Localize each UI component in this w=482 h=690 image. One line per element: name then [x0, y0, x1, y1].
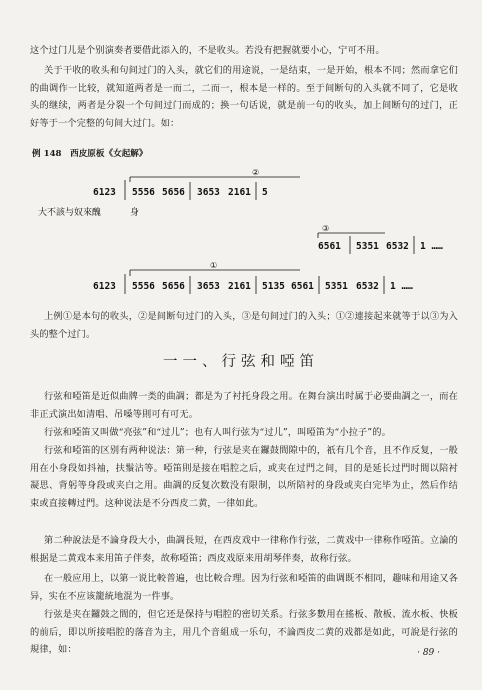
lyric-end: 身 [130, 208, 140, 218]
row2-bar-3: 6532 [386, 241, 409, 252]
row3-bar-2: 5656 [162, 281, 185, 292]
lyric-line: 大不該与奴來醜 [38, 208, 102, 218]
row1-bar-4: 2161 [228, 187, 251, 198]
paragraph-aliases: 行弦和啞笛又叫做“亮弦”和“过儿”；也有人叫行弦为“过儿”，叫啞笛为“小拉子”的。 [44, 427, 391, 438]
row2-bar-1: 6561 [318, 241, 341, 252]
row3-bar-4: 2161 [228, 281, 251, 292]
marker-1: ① [210, 261, 218, 270]
example-label: 例 148 西皮原板《女起解》 [32, 149, 148, 159]
paragraph-headtail: 关于干收的收头和句间过门的入头，就它们的用途说，一是结束，一是开始，根本不同；然而拿它们的曲调作一比较，就知道两者是一而二，二而一，根本是一样的。至于间断句的入头就不同了，它是收头的继续，两者是分裂一个句间过门而成的；换一句话说，就是前一句的收头，加上间断句的过门，正好等于一个完整的句间大过门。如： [30, 65, 458, 129]
paragraph-intro: 这个过门儿是个别演奏者要借此添入的，不是收头。若没有把握就要小心，宁可不用。 [30, 45, 385, 56]
row1-bar-2: 5656 [162, 187, 185, 198]
row3-bar-6: 6561 [291, 281, 314, 292]
page-number: · 89 · [417, 648, 440, 658]
notation-row-1 [93, 168, 300, 200]
paragraph-first-theory: 行弦和啞笛的区别有两种说法：第一种，行弦是夹在鑼鼓間隙中的，祇有几个音，且不作反复，一般用在小身段如抖袖，扶鬚沾等。啞笛則是接在唱腔之后，或夹在过門之间，目的是延长过門时間以陪衬凝思、背躬等身段或夹白之用。曲調的反复次数没有限制，以所陪衬的身段或夹白完毕为止，然后作结束或直接轉过門。这种说法是不分西皮二黄，一律如此。 [30, 445, 458, 509]
row1-bar-5: 5 [262, 187, 268, 198]
paragraph-xingxian-rule: 行弦是夹在鑼鼓之間的，但它还是保持与唱腔的密切关系。行弦多數用在搖板、散板、流水板、快板的前后，即以所接唱腔的落音为主，用几个音組成一乐句，不論西皮二黄的戏都是如此，可說是行弦的規律，如： [30, 609, 458, 655]
paragraph-intro-xingxian: 行弦和啞笛是近似曲牌一类的曲調；都是为了衬托身段之用。在舞台演出时属于必要曲調之一，而在非正式演出如清唱、吊嗓等則可有可无。 [30, 391, 458, 420]
row3-bar-9: 1 …… [390, 281, 413, 292]
notation-row-3 [93, 261, 413, 294]
row3-bar-5: 5135 [262, 281, 285, 292]
row2-bar-2: 5351 [356, 241, 379, 252]
marker-2: ② [252, 168, 260, 177]
row3-bar-1: 5556 [132, 281, 155, 292]
marker-3: ③ [322, 224, 330, 233]
row1-bar-1: 5556 [132, 187, 155, 198]
paragraph-usage: 在一般应用上，以第一说比較普遍，也比較合理。因为行弦和啞笛的曲调既不相同，趣味和用途又各异，实在不应该籠統地混为一件事。 [30, 573, 458, 602]
row3-pickup: 6123 [93, 281, 116, 292]
row1-bar-3: 3653 [197, 187, 220, 198]
paragraph-second-theory: 第二种說法是不論身段大小，曲調長短，在西皮戏中一律称作行弦，二黄戏中一律称作啞笛。立論的根据是二黄戏本来用笛子伴奏，故称啞笛；西皮戏原来用胡琴伴奏，故称行弦。 [30, 535, 458, 564]
notation-row-2 [318, 224, 443, 254]
section-title: 一一、行弦和啞笛 [163, 354, 319, 370]
row2-bar-4: 1 …… [420, 241, 443, 252]
row3-bar-7: 5351 [325, 281, 348, 292]
row1-pickup: 6123 [93, 187, 116, 198]
row3-bar-3: 3653 [197, 281, 220, 292]
row3-bar-8: 6532 [356, 281, 379, 292]
paragraph-example-explain: 上例①是本句的收头，②是间断句过门的入头，③是句间过门的入头；①②連接起来就等于以③为入头的整个过门。 [30, 311, 458, 340]
